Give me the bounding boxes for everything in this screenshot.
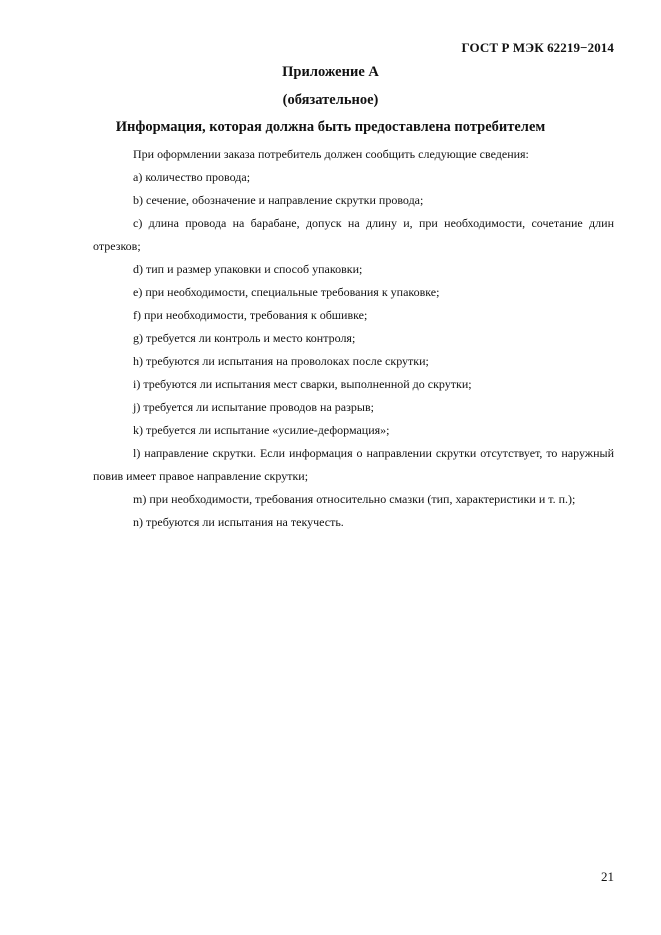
list-item-n: n) требуются ли испытания на текучесть. bbox=[133, 515, 344, 529]
list-item-l: l) направление скрутки. Если информация о направлении скрутки отсутствует, то наружный повив имеет правое направление скрутки; bbox=[93, 446, 614, 483]
list-item-g: g) требуется ли контроль и место контроля; bbox=[133, 331, 356, 345]
list-item-f: f) при необходимости, требования к обшивке; bbox=[133, 308, 368, 322]
list-item-m: m) при необходимости, требования относительно смазки (тип, характеристики и т. п.); bbox=[133, 492, 576, 506]
appendix-label: Приложение А bbox=[282, 64, 379, 80]
document-code: ГОСТ Р МЭК 62219−2014 bbox=[461, 40, 614, 55]
list-item-c: c) длина провода на барабане, допуск на длину и, при необходимости, сочетание длин отрезков; bbox=[93, 216, 614, 253]
list-item-k: k) требуется ли испытание «усилие-деформация»; bbox=[133, 423, 390, 437]
list-item-h: h) требуются ли испытания на проволоках после скрутки; bbox=[133, 354, 429, 368]
appendix-title: Информация, которая должна быть предоставлена потребителем bbox=[115, 119, 546, 135]
appendix-status: (обязательное) bbox=[282, 92, 379, 108]
list-item-b: b) сечение, обозначение и направление скрутки провода; bbox=[133, 193, 424, 207]
body-text bbox=[93, 143, 614, 534]
list-item-e: e) при необходимости, специальные требования к упаковке; bbox=[133, 285, 440, 299]
page-number: 21 bbox=[601, 869, 614, 884]
list-item-a: а) количество провода; bbox=[133, 170, 251, 184]
list-item-j: j) требуется ли испытание проводов на разрыв; bbox=[133, 400, 374, 414]
list-item-d: d) тип и размер упаковки и способ упаковки; bbox=[133, 262, 363, 276]
intro-paragraph: При оформлении заказа потребитель должен сообщить следующие сведения: bbox=[133, 147, 529, 161]
list-item-i: i) требуются ли испытания мест сварки, выполненной до скрутки; bbox=[133, 377, 472, 391]
